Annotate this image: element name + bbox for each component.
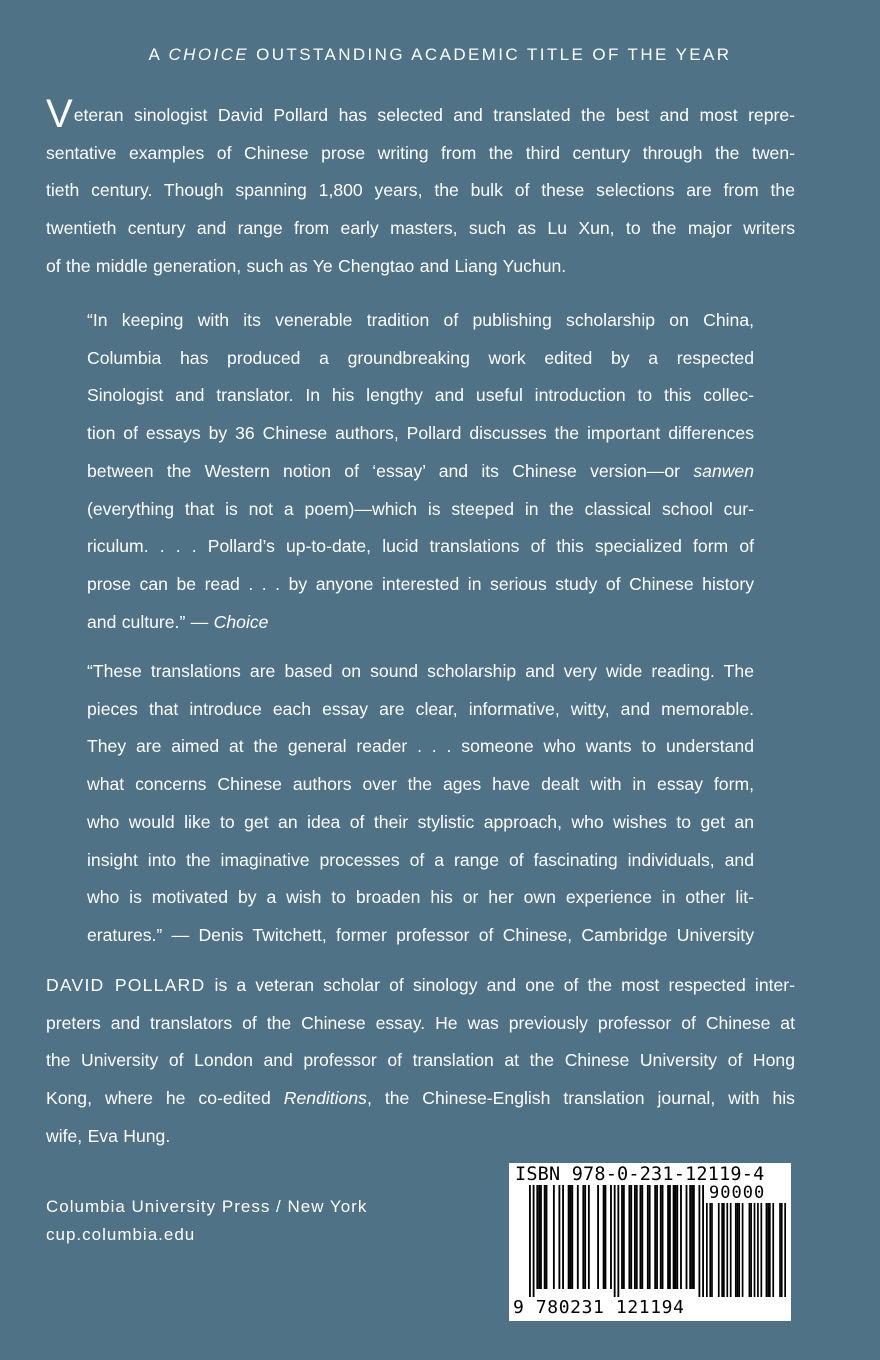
award-choice: CHOICE	[168, 45, 249, 64]
barcode-bar	[641, 1185, 643, 1289]
barcode-bar	[698, 1185, 700, 1297]
bio-line: wife, Eva Hung.	[46, 1125, 171, 1146]
quote-line: and culture.” — Choice	[87, 611, 269, 632]
barcode-bar	[723, 1203, 725, 1297]
barcode-bar	[582, 1185, 584, 1289]
barcode-bar	[706, 1203, 708, 1297]
quote-source: Choice	[213, 611, 269, 632]
barcode-bar	[540, 1185, 542, 1289]
barcode-bar	[669, 1185, 671, 1289]
barcode-bar	[662, 1185, 664, 1289]
award-prefix: A	[148, 45, 169, 64]
barcode-bar	[667, 1185, 669, 1289]
quote-line: between the Western notion of ‘essay’ and its Chinese version—or sanwen	[87, 460, 755, 481]
renditions-title: Renditions	[283, 1088, 367, 1109]
barcode-bar	[757, 1203, 759, 1297]
barcode-bar	[760, 1203, 762, 1297]
intro-line: sentative examples of Chinese prose writing from the third century through the twen-	[46, 142, 795, 163]
addon-bars	[706, 1203, 786, 1297]
intro-line: of the middle generation, such as Ye Chengtao and Liang Yuchun.	[46, 255, 567, 276]
quote-line: who is motivated by a wish to broaden his or her own experience in other lit-	[87, 887, 754, 908]
barcode-bar	[735, 1203, 737, 1297]
bio-line: the University of London and professor of translation at the Chinese University of Hong	[46, 1050, 795, 1071]
barcode-bar	[553, 1185, 555, 1289]
barcode-bar	[544, 1185, 546, 1289]
barcode-bar	[634, 1185, 636, 1289]
barcode-bar	[781, 1203, 783, 1297]
barcode-bar	[630, 1185, 632, 1289]
isbn-text: ISBN 978-0-231-12119-4	[515, 1164, 765, 1185]
barcode-bar	[779, 1203, 781, 1297]
barcode-bar	[709, 1203, 711, 1297]
barcode-bar	[588, 1185, 590, 1289]
barcode-bar	[702, 1185, 704, 1297]
barcode-bar	[628, 1185, 630, 1289]
quote-line: (everything that is not a poem)—which is steeped in the classical school cur-	[87, 498, 754, 519]
barcode-bar	[656, 1185, 658, 1289]
barcode-bar	[718, 1203, 720, 1297]
barcode-bar	[772, 1203, 774, 1297]
barcode-bar	[766, 1203, 768, 1297]
intro-paragraph	[46, 92, 795, 286]
quote-line: Sinologist and translator. In his lengthy and useful introduction to this collec-	[87, 385, 754, 406]
barcode-bar	[533, 1185, 535, 1297]
quote-line: eratures.” — Denis Twitchett, former professor of Chinese, Cambridge University	[87, 924, 754, 945]
intro-line: tieth century. Though spanning 1,800 years, the bulk of these selections are from the	[46, 180, 795, 201]
author-bio	[46, 967, 795, 1156]
barcode-bar	[769, 1203, 771, 1297]
quote-line: who would like to get an idea of their stylistic approach, who wishes to get an	[87, 811, 754, 832]
barcode-bar	[784, 1203, 786, 1297]
barcode-bar	[689, 1185, 691, 1289]
barcode-bar	[686, 1185, 688, 1289]
intro-line: twentieth century and range from early masters, such as Lu Xun, to the major writers	[46, 218, 795, 239]
barcode-bar	[750, 1203, 752, 1297]
barcode-bar	[693, 1185, 695, 1289]
quote-line: Columbia has produced a groundbreaking work edited by a respected	[87, 347, 754, 368]
barcode-bar	[654, 1185, 656, 1289]
barcode-bar	[749, 1203, 751, 1297]
barcode-bar	[621, 1185, 623, 1289]
barcode-bar	[660, 1185, 662, 1289]
barcode-bar	[673, 1185, 675, 1289]
barcode-bar	[754, 1203, 756, 1297]
quote-line: prose can be read . . . by anyone interested in serious study of Chinese history	[87, 573, 754, 594]
author-name: DAVID POLLARD	[46, 975, 206, 995]
quote-line: insight into the imaginative processes of a range of fascinating individuals, and	[87, 849, 754, 870]
barcode-bar	[726, 1203, 728, 1297]
barcode-bar	[605, 1185, 607, 1289]
barcode-bar	[570, 1185, 572, 1289]
barcode-bar	[721, 1203, 723, 1297]
publisher-info	[46, 1193, 367, 1249]
barcode-bar	[546, 1185, 548, 1289]
barcode-bar	[675, 1185, 677, 1289]
barcode-bar	[647, 1185, 649, 1289]
drop-cap: V	[46, 92, 73, 136]
quote-line: tion of essays by 36 Chinese authors, Pollard discusses the important differences	[87, 423, 754, 444]
ean-bars	[529, 1185, 704, 1297]
barcode-bar	[558, 1185, 560, 1289]
barcode-bar	[584, 1185, 586, 1289]
barcode-bar	[676, 1185, 678, 1289]
bio-line: preters and translators of the Chinese essay. He was previously professor of Chinese at	[46, 1012, 795, 1033]
barcode-bar	[529, 1185, 531, 1297]
barcode-bar	[636, 1185, 638, 1289]
barcode-bar	[711, 1203, 713, 1297]
bio-line: DAVID POLLARD is a veteran scholar of sinology and one of the most respected inter-	[46, 975, 795, 995]
barcode-bar	[767, 1203, 769, 1297]
bio-line: Kong, where he co-edited Renditions, the Chinese-English translation journal, with his	[46, 1088, 795, 1109]
quote-line: “These translations are based on sound scholarship and very wide reading. The	[87, 661, 754, 681]
barcode-bar	[614, 1185, 616, 1297]
quote-line: pieces that introduce each essay are clear, informative, witty, and memorable.	[87, 698, 754, 719]
choice-review-quote	[87, 302, 754, 641]
quote-line: what concerns Chinese authors over the ages have dealt with in essay form,	[87, 774, 754, 795]
barcode-bar	[562, 1185, 564, 1289]
quote-line: They are aimed at the general reader . . . someone who wants to understand	[87, 736, 754, 757]
barcode-bar	[577, 1185, 579, 1289]
barcode-bar	[617, 1185, 619, 1297]
barcode-bar	[649, 1185, 651, 1289]
barcode-bar	[571, 1185, 573, 1289]
barcode-bar	[610, 1185, 612, 1289]
barcode-bar	[623, 1185, 625, 1289]
barcode-bar	[597, 1185, 599, 1289]
award-suffix: OUTSTANDING ACADEMIC TITLE OF THE YEAR	[249, 45, 732, 64]
barcode-bar	[603, 1185, 605, 1289]
barcode-bar	[738, 1203, 740, 1297]
barcode-bar	[536, 1185, 538, 1289]
barcode-bar	[730, 1203, 732, 1297]
sanwen-term: sanwen	[693, 460, 755, 481]
barcode-bar	[691, 1185, 693, 1289]
price-code: 90000	[709, 1183, 766, 1203]
award-heading	[0, 43, 880, 67]
barcode-bar	[680, 1185, 682, 1289]
barcode-bar	[568, 1185, 570, 1289]
quote-line: “In keeping with its venerable tradition of publishing scholarship on China,	[87, 310, 754, 330]
quote-line: riculum. . . . Pollard’s up-to-date, lucid translations of this specialized form of	[87, 536, 754, 557]
intro-line: Veteran sinologist David Pollard has selected and translated the best and most repre-	[46, 92, 795, 136]
publisher-name: Columbia University Press / New York	[46, 1197, 368, 1216]
isbn-barcode	[509, 1163, 791, 1321]
ean-digits: 9 780231 121194	[513, 1297, 685, 1318]
barcode-bar	[737, 1203, 739, 1297]
publisher-url: cup.columbia.edu	[46, 1225, 196, 1244]
barcode-bar	[538, 1185, 540, 1289]
barcode-bar	[742, 1203, 744, 1297]
barcode-bar	[640, 1185, 642, 1289]
twitchett-review-quote	[87, 653, 754, 955]
